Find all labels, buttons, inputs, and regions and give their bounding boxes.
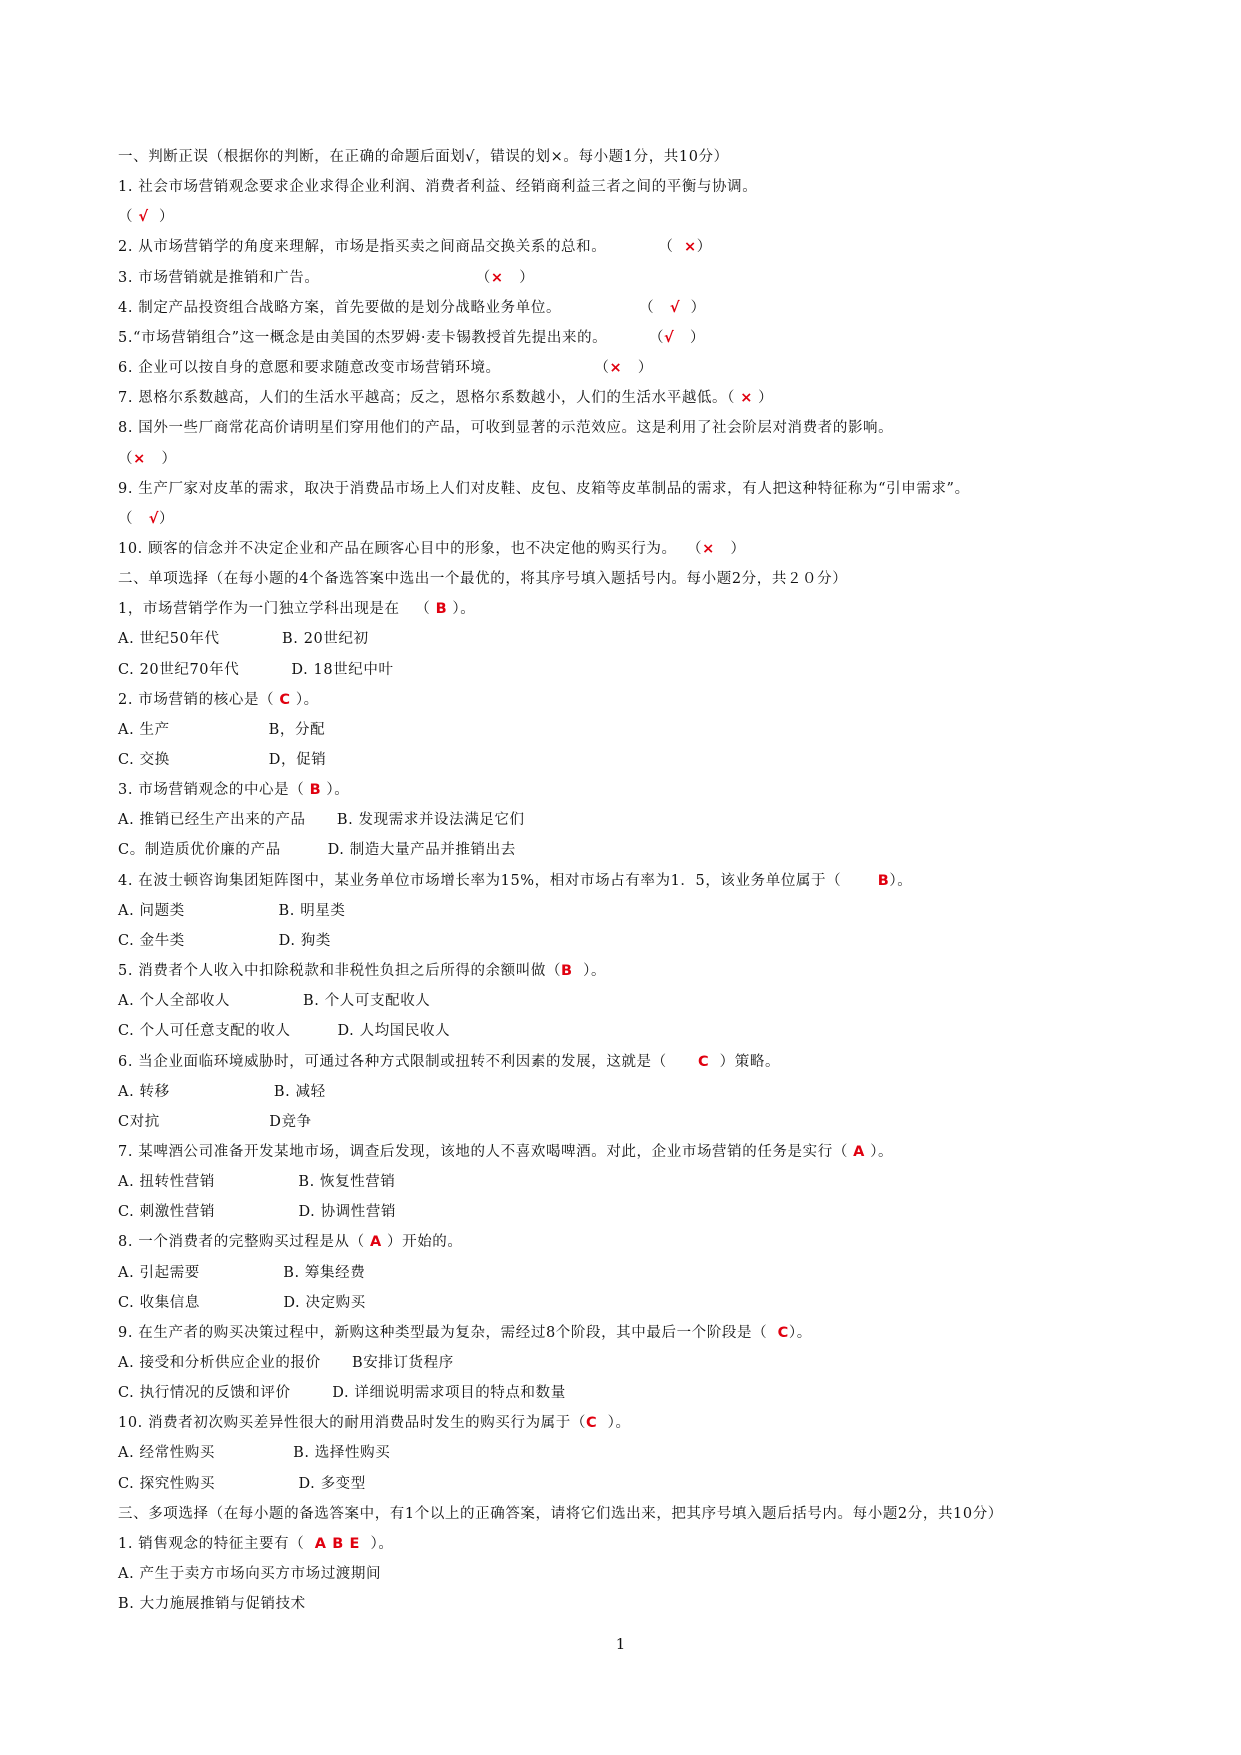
answer-mark: √ bbox=[664, 329, 675, 346]
line-text-suffix: ） bbox=[674, 329, 706, 346]
answer-mark: C bbox=[777, 1324, 789, 1341]
answer-mark: √ bbox=[669, 299, 681, 316]
line-text: A. 个人全部收人 B. 个人可支配收人 bbox=[118, 993, 431, 1010]
answer-mark: C bbox=[698, 1053, 710, 1070]
line-text-suffix: ）。 bbox=[321, 782, 350, 799]
line-text: 7. 某啤酒公司准备开发某地市场，调查后发现，该地的人不喜欢喝啤酒。对此，企业市场营销的任务是实行（ bbox=[118, 1143, 854, 1160]
text-line bbox=[118, 539, 746, 559]
page-number: 1 bbox=[615, 1635, 626, 1653]
text-line bbox=[118, 418, 893, 438]
text-line bbox=[118, 991, 430, 1011]
text-line bbox=[118, 660, 394, 680]
text-line bbox=[118, 1474, 366, 1494]
line-text: 2. 从市场营销学的角度来理解，市场是指买卖之间商品交换关系的总和。 （ bbox=[118, 239, 684, 256]
line-text: C. 执行情况的反馈和评价 D. 详细说明需求项目的特点和数量 bbox=[118, 1385, 566, 1402]
text-line bbox=[118, 1323, 812, 1343]
line-text: 2. 市场营销的核心是（ bbox=[118, 691, 280, 708]
line-text: 4. 制定产品投资组合战略方案，首先要做的是划分战略业务单位。 （ bbox=[118, 299, 670, 316]
line-text: 二、单项选择（在每小题的4个备选答案中选出一个最优的，将其序号填入题括号内。每小题2分，共２０分） bbox=[118, 571, 848, 588]
text-line bbox=[118, 1142, 893, 1162]
text-line bbox=[118, 1443, 390, 1463]
line-text: 5. 消费者个人收入中扣除税款和非税性负担之后所得的余额叫做（ bbox=[118, 963, 562, 980]
line-text: C. 探究性购买 D. 多变型 bbox=[118, 1475, 366, 1492]
line-text-suffix: ）。 bbox=[889, 872, 913, 889]
text-line bbox=[118, 1413, 631, 1433]
line-text-suffix: ）策略。 bbox=[709, 1053, 781, 1070]
line-text: 1. 社会市场营销观念要求企业求得企业利润、消费者利益、经销商利益三者之间的平衡与协调。 bbox=[118, 179, 758, 196]
line-text-suffix: ）。 bbox=[290, 691, 319, 708]
answer-mark: × bbox=[683, 239, 697, 256]
text-line bbox=[118, 690, 319, 710]
line-text: A. 推销已经生产出来的产品 B. 发现需求并设法满足它们 bbox=[118, 812, 525, 829]
text-line bbox=[118, 931, 331, 951]
line-text: 6. 企业可以按自身的意愿和要求随意改变市场营销环境。 （ bbox=[118, 360, 610, 377]
text-line bbox=[118, 599, 475, 619]
text-line bbox=[118, 358, 653, 378]
line-text: A. 接受和分析供应企业的报价 B安排订货程序 bbox=[118, 1355, 454, 1371]
line-text-suffix: ）。 bbox=[360, 1535, 394, 1552]
line-text: C. 金牛类 D. 狗类 bbox=[118, 932, 331, 949]
line-text-suffix: ） bbox=[622, 360, 653, 377]
line-text: 10. 顾客的信念并不决定企业和产品在顾客心目中的形象，也不决定他的购买行为。 （ bbox=[118, 540, 703, 557]
text-line bbox=[118, 1112, 312, 1132]
line-text: 9. 生产厂家对皮革的需求，取决于消费品市场上人们对皮鞋、皮包、皮箱等皮革制品的需求，有人把这种特征称为“引申需求”。 bbox=[118, 480, 970, 497]
line-text: （ bbox=[118, 450, 134, 467]
answer-mark: A bbox=[369, 1234, 382, 1251]
text-line bbox=[118, 961, 606, 981]
line-text: 一、判断正误（根据你的判断，在正确的命题后面划√，错误的划×。每小题1分，共10分） bbox=[118, 149, 729, 165]
answer-mark: × bbox=[490, 269, 504, 286]
text-line bbox=[118, 1021, 450, 1041]
line-text: 8. 一个消费者的完整购买过程是从（ bbox=[118, 1234, 370, 1251]
line-text-suffix: ）开始的。 bbox=[381, 1234, 463, 1251]
line-text-suffix: ） bbox=[145, 450, 177, 467]
line-text: A. 转移 B. 减轻 bbox=[118, 1083, 326, 1100]
line-text: A. 生产 B，分配 bbox=[118, 721, 326, 738]
line-text: A. 引起需要 B. 筹集经费 bbox=[118, 1264, 366, 1281]
line-text: C. 交换 D，促销 bbox=[118, 752, 327, 768]
text-line bbox=[118, 840, 516, 860]
text-line bbox=[118, 1353, 454, 1373]
text-line bbox=[118, 509, 174, 529]
line-text: 7. 恩格尔系数越高，人们的生活水平越高；反之，恩格尔系数越小，人们的生活水平越低。（ bbox=[118, 390, 741, 407]
text-line bbox=[118, 901, 346, 921]
text-line bbox=[118, 1534, 393, 1554]
answer-mark: B bbox=[877, 872, 890, 889]
line-text: （ bbox=[118, 510, 149, 527]
answer-mark: A B E bbox=[314, 1535, 361, 1552]
text-line bbox=[118, 569, 847, 589]
line-text-suffix: ） bbox=[148, 209, 175, 226]
line-text: A. 世纪50年代 B. 20世纪初 bbox=[118, 631, 369, 648]
line-text: A. 经常性购买 B. 选择性购买 bbox=[118, 1445, 391, 1462]
line-text: 5.“市场营销组合”这一概念是由美国的杰罗姆·麦卡锡教授首先提出来的。 （ bbox=[118, 329, 665, 346]
line-text: 三、多项选择（在每小题的备选答案中，有1个以上的正确答案，请将它们选出来，把其序号填入题后括号内。每小题2分，共10分） bbox=[118, 1505, 1003, 1522]
line-text: C. 20世纪70年代 D. 18世纪中叶 bbox=[118, 661, 394, 678]
line-text: 1，市场营销学作为一门独立学科出现是在 （ bbox=[118, 601, 436, 618]
answer-mark: C bbox=[279, 691, 291, 708]
line-text: A. 扭转性营销 B. 恢复性营销 bbox=[118, 1174, 396, 1191]
answer-mark: C bbox=[585, 1415, 598, 1432]
text-line bbox=[118, 629, 369, 649]
line-text-suffix: ）。 bbox=[864, 1143, 894, 1160]
answer-mark: B bbox=[309, 782, 322, 799]
text-line bbox=[118, 1232, 463, 1252]
text-line bbox=[118, 1202, 396, 1222]
line-text: C. 刺激性营销 D. 协调性营销 bbox=[118, 1204, 397, 1221]
line-text: C. 收集信息 D. 决定购买 bbox=[118, 1294, 366, 1311]
text-line bbox=[118, 298, 706, 318]
answer-mark: A bbox=[853, 1143, 865, 1160]
line-text: 4. 在波士顿咨询集团矩阵图中，某业务单位市场增长率为15%，相对市场占有率为1．5，该业务单位属于（ bbox=[118, 872, 878, 889]
text-line bbox=[118, 810, 525, 830]
text-line bbox=[118, 1504, 1003, 1524]
text-line bbox=[118, 479, 970, 499]
text-line bbox=[118, 1594, 306, 1614]
line-text-suffix: ）。 bbox=[447, 601, 476, 618]
text-line bbox=[118, 388, 773, 408]
text-line bbox=[118, 449, 177, 469]
line-text-suffix: ） bbox=[680, 299, 706, 316]
line-text: 3. 市场营销就是推销和广告。 （ bbox=[118, 269, 491, 286]
text-line bbox=[118, 1082, 326, 1102]
line-text: B. 大力施展推销与促销技术 bbox=[118, 1596, 306, 1613]
answer-mark: × bbox=[133, 450, 146, 467]
line-text: 3. 市场营销观念的中心是（ bbox=[118, 782, 310, 799]
line-text: 9. 在生产者的购买决策过程中，新购这种类型最为复杂，需经过8个阶段，其中最后一个阶段是（ bbox=[118, 1324, 778, 1341]
line-text-suffix: ） bbox=[503, 269, 535, 286]
text-line bbox=[118, 207, 174, 227]
text-line bbox=[118, 237, 712, 257]
text-line bbox=[118, 328, 705, 348]
line-text: 10. 消费者初次购买差异性很大的耐用消费品时发生的购买行为属于（ bbox=[118, 1415, 586, 1432]
line-text: A. 问题类 B. 明星类 bbox=[118, 902, 346, 919]
text-line bbox=[118, 720, 325, 740]
line-text: C对抗 D竞争 bbox=[118, 1113, 312, 1130]
text-line bbox=[118, 147, 729, 167]
line-text: A. 产生于卖方市场向买方市场过渡期间 bbox=[118, 1566, 382, 1583]
text-line bbox=[118, 268, 534, 288]
answer-mark: × bbox=[740, 390, 753, 407]
line-text: 8. 国外一些厂商常花高价请明星们穿用他们的产品，可收到显著的示范效应。这是利用了社会阶层对消费者的影响。 bbox=[118, 420, 894, 437]
answer-mark: √ bbox=[138, 209, 149, 226]
line-text: C. 个人可任意支配的收人 D. 人均国民收人 bbox=[118, 1023, 451, 1040]
text-line bbox=[118, 1052, 780, 1072]
answer-mark: × bbox=[609, 360, 623, 377]
text-line bbox=[118, 1172, 396, 1192]
line-text-suffix: ） bbox=[752, 390, 774, 407]
text-line bbox=[118, 1383, 566, 1403]
text-line bbox=[118, 177, 757, 197]
line-text-suffix: ）。 bbox=[597, 1415, 631, 1432]
text-line bbox=[118, 1263, 365, 1283]
line-text-suffix: ） bbox=[714, 540, 746, 557]
text-line bbox=[118, 780, 349, 800]
line-text-suffix: ）。 bbox=[788, 1324, 812, 1341]
line-text: 1. 销售观念的特征主要有（ bbox=[118, 1535, 315, 1552]
text-line bbox=[118, 871, 912, 891]
text-line bbox=[118, 750, 326, 770]
text-line bbox=[118, 1564, 381, 1584]
answer-mark: × bbox=[702, 540, 715, 557]
answer-mark: B bbox=[561, 963, 573, 980]
answer-mark: √ bbox=[148, 510, 160, 527]
line-text: （ bbox=[118, 209, 139, 226]
line-text-suffix: ） bbox=[696, 239, 712, 256]
line-text-suffix: ）。 bbox=[572, 963, 607, 980]
text-line bbox=[118, 1293, 366, 1313]
line-text: 6. 当企业面临环境威胁时，可通过各种方式限制或扭转不利因素的发展，这就是（ bbox=[118, 1053, 698, 1070]
line-text-suffix: ） bbox=[159, 510, 175, 527]
line-text: C。制造质优价廉的产品 D. 制造大量产品并推销出去 bbox=[118, 842, 516, 859]
answer-mark: B bbox=[435, 601, 448, 618]
